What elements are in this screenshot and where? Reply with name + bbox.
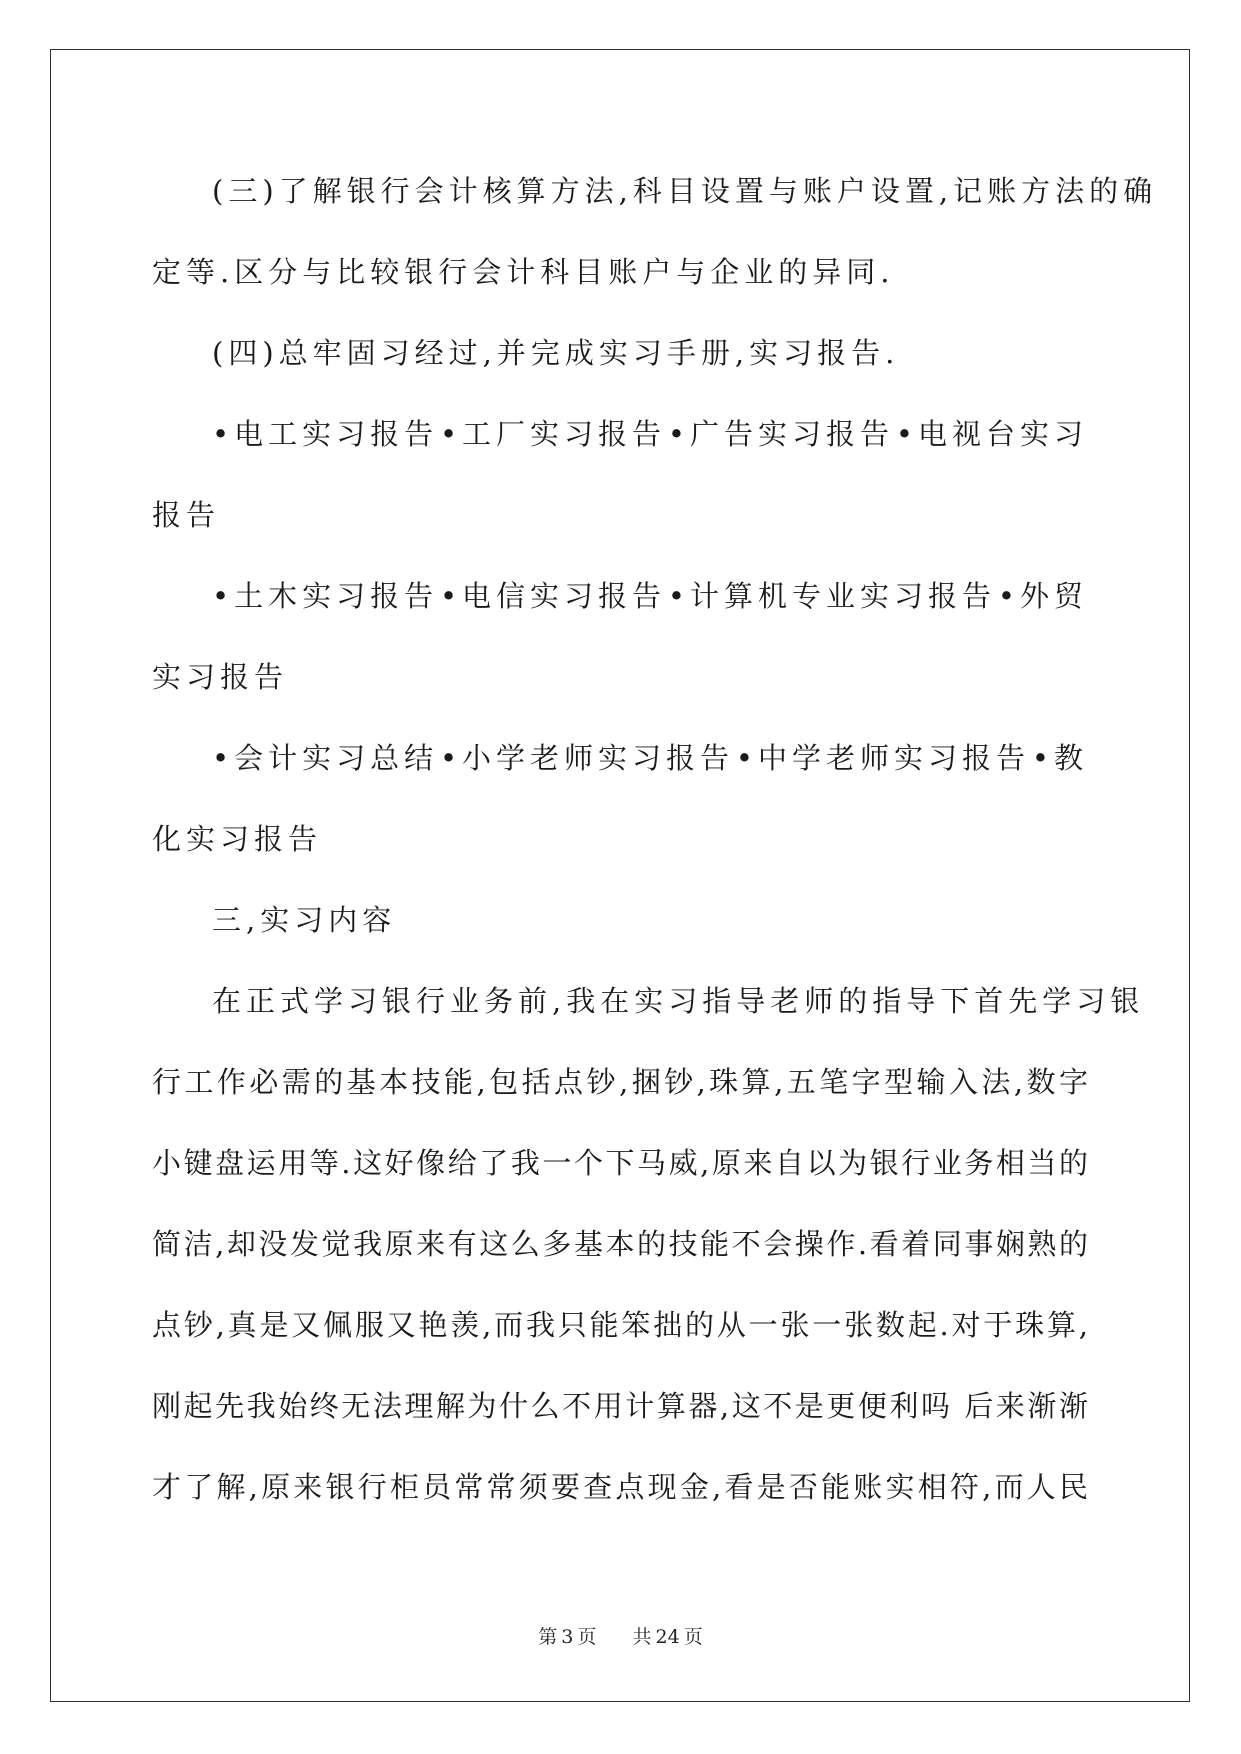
link-factory-report[interactable]: •工厂实习报告: [439, 417, 667, 451]
related-links-row-3: [152, 729, 1088, 810]
body-line-1: 在正式学习银行业务前,我在实习指导老师的指导下首先学习银: [212, 984, 1145, 1018]
paragraph-3-line-1: (三)了解银行会计核算方法,科目设置与账户设置,记账方法的确: [212, 174, 1158, 208]
link-computer-major-report[interactable]: •计算机专业实习报告: [667, 579, 997, 613]
body-line-7: 才了解,原来银行柜员常常须要查点现金,看是否能账实相符,而人民: [152, 1470, 1088, 1504]
page-footer: [0, 1622, 1241, 1649]
total-page-count: 24: [655, 1626, 680, 1648]
link-civil-engineering-report[interactable]: •土木实习报告: [212, 579, 439, 613]
body-line-2: 行工作必需的基本技能,包括点钞,捆钞,珠算,五笔字型输入法,数字: [152, 1065, 1088, 1099]
related-links-row-2-wrap[interactable]: 实习报告: [152, 660, 289, 694]
link-electrician-report[interactable]: •电工实习报告: [212, 417, 439, 451]
link-education-report[interactable]: •教: [1031, 741, 1088, 775]
body-line-3: 小键盘运用等.这好像给了我一个下马威,原来自以为银行业务相当的: [152, 1146, 1088, 1180]
page-label-suffix: 页: [577, 1626, 597, 1648]
link-foreign-trade-report[interactable]: •外贸: [997, 579, 1088, 613]
total-label-prefix: 共: [632, 1626, 652, 1648]
body-line-4: 简洁,却没发觉我原来有这么多基本的技能不会操作.看着同事娴熟的: [152, 1227, 1088, 1261]
paragraph-3-line-2: 定等.区分与比较银行会计科目账户与企业的异同.: [152, 255, 895, 289]
total-label-suffix: 页: [683, 1626, 703, 1648]
link-accounting-summary[interactable]: •会计实习总结: [212, 741, 439, 775]
current-page-number: 3: [561, 1626, 574, 1648]
paragraph-4: (四)总牢固习经过,并完成实习手册,实习报告.: [212, 336, 900, 370]
related-links-row-2: [152, 567, 1088, 648]
section-heading: 三,实习内容: [212, 903, 397, 937]
link-advertising-report[interactable]: •广告实习报告: [667, 417, 895, 451]
body-line-5: 点钞,真是又佩服又艳羡,而我只能笨拙的从一张一张数起.对于珠算,: [152, 1308, 1088, 1342]
related-links-row-1-wrap[interactable]: 报告: [152, 498, 221, 532]
page-label-prefix: 第: [538, 1626, 558, 1648]
link-tv-station-report[interactable]: •电视台实习: [895, 417, 1088, 451]
related-links-row-1: [152, 405, 1088, 486]
link-primary-teacher-report[interactable]: •小学老师实习报告: [439, 741, 735, 775]
link-telecom-report[interactable]: •电信实习报告: [439, 579, 667, 613]
body-line-6: 刚起先我始终无法理解为什么不用计算器,这不是更便利吗 后来渐渐: [152, 1389, 1088, 1423]
related-links-row-3-wrap[interactable]: 化实习报告: [152, 822, 323, 856]
link-middle-school-teacher-report[interactable]: •中学老师实习报告: [735, 741, 1031, 775]
document-body: [152, 162, 1158, 1539]
